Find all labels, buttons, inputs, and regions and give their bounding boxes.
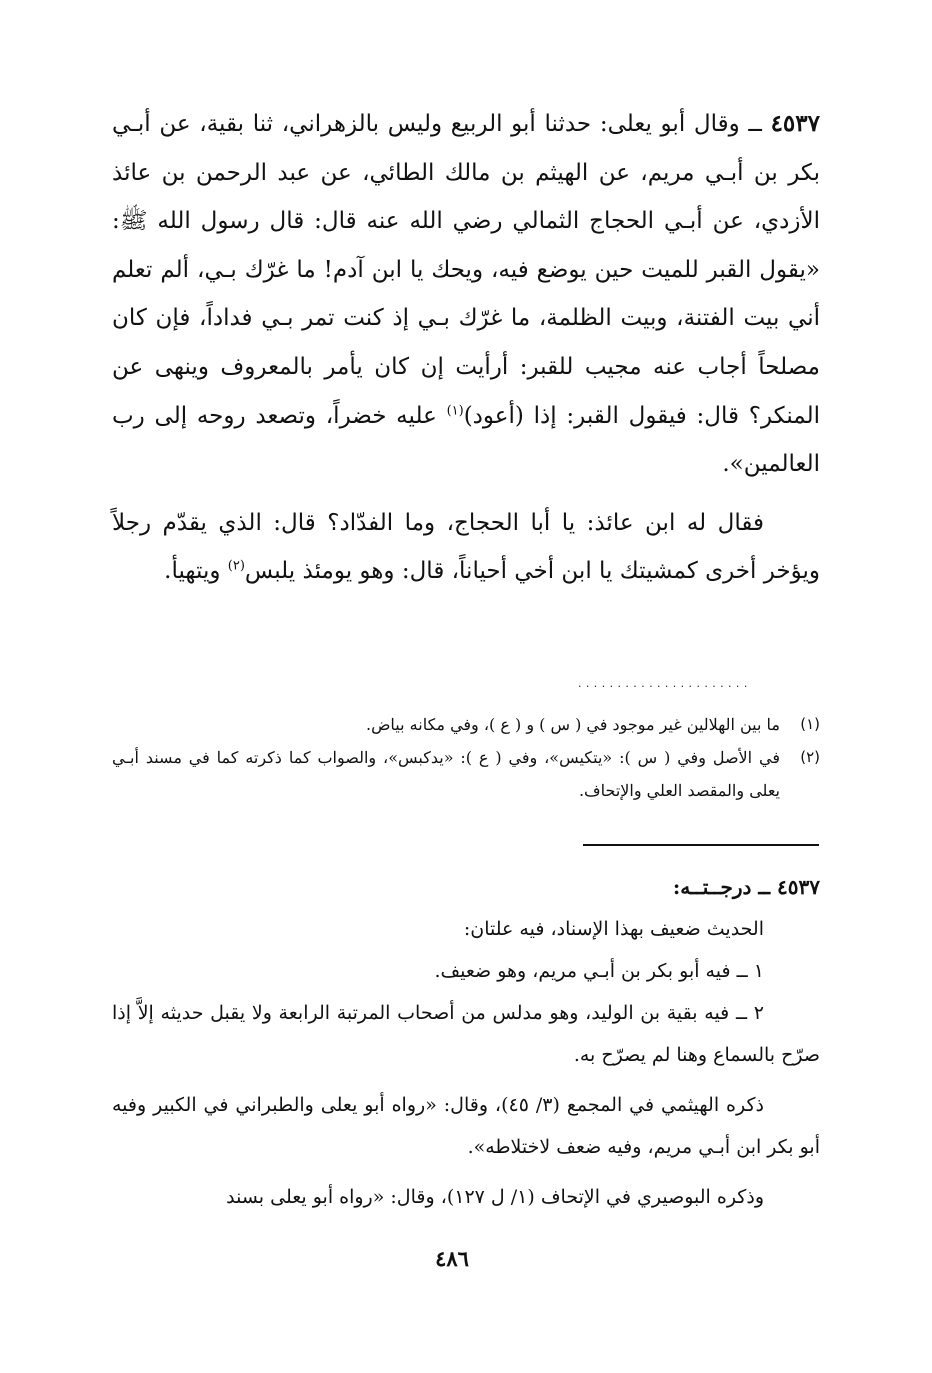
footnote-ref-2[interactable]: (٢) [227,558,245,574]
footnotes [112,708,820,807]
hadith-paragraph-1 [112,100,820,489]
footnote-2-mark: (٢) [800,748,820,766]
grading-section [112,866,820,1218]
footnote-ref-1[interactable]: (١) [446,402,464,418]
grading-intro: الحديث ضعيف بهذا الإسناد، فيه علتان: [463,918,764,940]
section-divider [583,844,819,846]
footnote-1-text: ما بين الهلالين غير موجود في ( س ) و ( ع )، وفي مكانه بياض. [366,715,780,734]
hadith-body: وقال أبو يعلى: حدثنا أبو الربيع وليس بالزهراني، ثنا بقية، عن أبـي بكر بن أبـي مريم، عن الهيثم بن مالك الطائي، عن عبد الرحمن بن عائذ الأزدي، عن أبـي الحجاج الثمالي رضي الله عنه قال: قال رسول الله ﷺ: «يقول القبر للميت حين يوضع فيه، ويحك يا ابن آدم! ما غرّك بـي، ألم تعلم أني بيت الفتنة، وبيت الظلمة، ما غرّك بـي إذ كنت تمر بـي فداداً، فإن كان مصلحاً أجاب عنه مجيب للقبر: أرأيت إن كان يأمر بالمعروف وينهى عن المنكر؟ قال: فيقول القبر: إذا (أعود) [112,111,820,429]
hadith-text [112,100,820,596]
hadith-number: ٤٥٣٧ [770,110,820,137]
hadith-paragraph-2 [112,499,820,596]
grading-heading: ٤٥٣٧ ــ درجــتــه: [672,875,820,899]
grading-point-2: ٢ ــ فيه بقية بن الوليد، وهو مدلس من أصحاب المرتبة الرابعة ولا يقبل حديثه إلاَّ إذا صرّح بالسماع وهنا لم يصرّح به. [112,1002,820,1066]
hadith-explanation: فقال له ابن عائذ: يا أبا الحجاج، وما الفدّاد؟ قال: الذي يقدّم رجلاً ويؤخر أخرى كمشيتك يا ابن أخي أحياناً، قال: وهو يومئذ يلبس [112,509,820,585]
hadith-explanation-end: ويتهيأ. [164,558,228,585]
footnote-1-mark: (١) [800,715,820,733]
grading-haythami: ذكره الهيثمي في المجمع (٣/ ٤٥)، وقال: «رواه أبو يعلى والطبراني في الكبير وفيه أبو بكر ابن أبـي مريم، وفيه ضعف لاختلاطه». [112,1094,820,1158]
page-number: ٤٨٦ [435,1246,469,1271]
footnote-2-text: في الأصل وفي ( س ): «يتكيس»، وفي ( ع ): «يدكبس»، والصواب كما ذكرته كما في مسند أبـي يعلى والمقصد العلي والإتحاف. [112,748,780,800]
hadith-dash: ــ [748,111,762,137]
grading-point-1: ١ ــ فيه أبو بكر بن أبـي مريم، وهو ضعيف. [434,960,764,982]
hadith-body-end: عليه خضراً، وتصعد روحه إلى رب العالمين». [112,402,820,478]
grading-busiri: وذكره البوصيري في الإتحاف (١/ ل ١٢٧)، وقال: «رواه أبو يعلى بسند [226,1186,764,1208]
footnote-separator: ...................... [578,680,752,688]
footnote-1 [112,708,820,741]
footnote-2 [112,741,820,807]
